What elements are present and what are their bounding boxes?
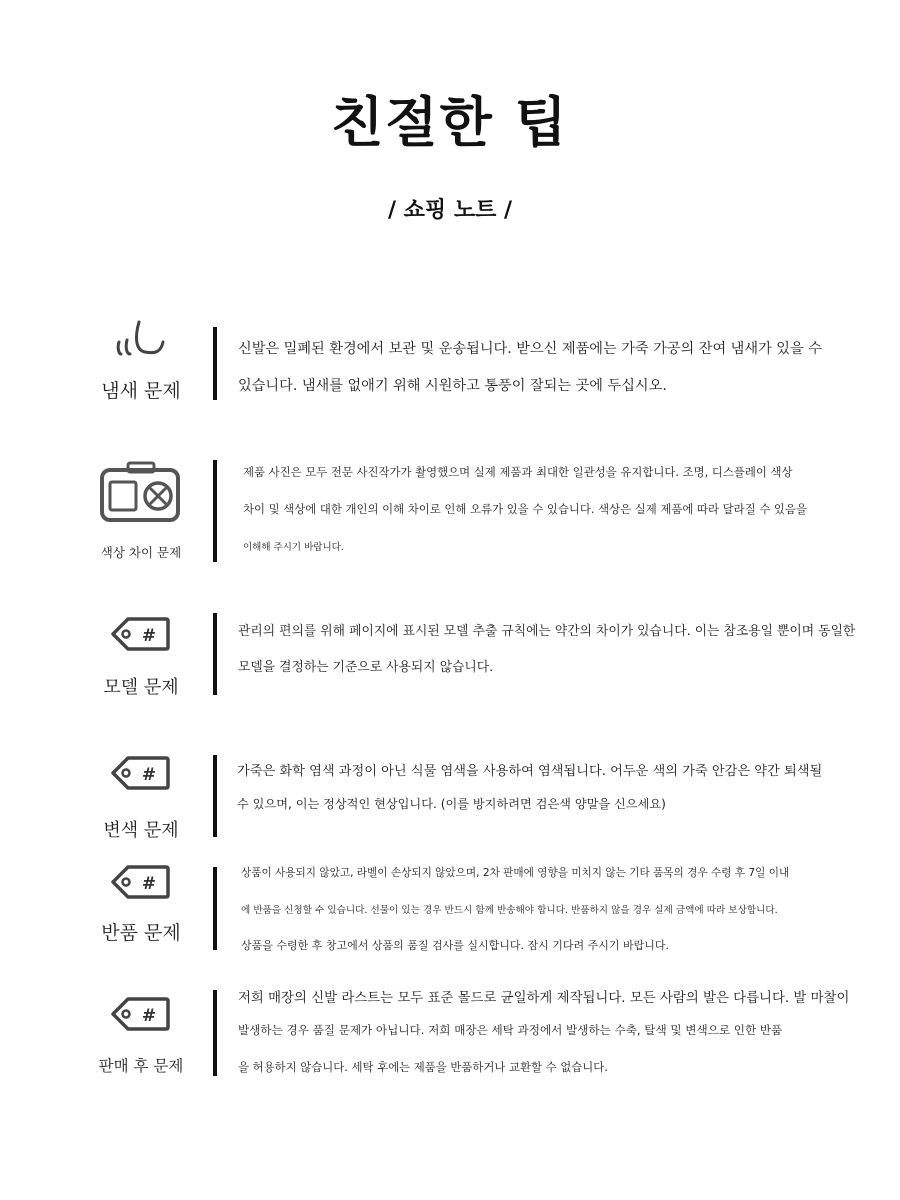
text-line: 저희 매장의 신발 라스트는 모두 표준 몰드로 균일하게 제작됩니다. 모든 사람의 발은 다릅니다. 발 마찰이	[238, 991, 850, 1006]
svg-text:#: #	[141, 626, 157, 646]
section-label: 변색 문제	[103, 820, 179, 841]
section-label: 색상 차이 문제	[100, 545, 182, 560]
text-line: 차이 및 색상에 대한 개인의 이해 차이로 인해 오류가 있을 수 있습니다. 색상은 실제 제품에 따라 달라질 수 있음을	[243, 502, 807, 516]
text-line: 발생하는 경우 품질 문제가 아닙니다. 저희 매장은 세탁 과정에서 발생하는 수축, 탈색 및 변색으로 인한 반품	[238, 1023, 783, 1037]
text-line: 모델을 결정하는 기준으로 사용되지 않습니다.	[238, 660, 494, 675]
text-line: 상품을 수령한 후 창고에서 상품의 품질 검사를 실시합니다. 잠시 기다려 주시기 바랍니다.	[241, 939, 669, 952]
section-label: 반품 문제	[101, 922, 181, 944]
svg-text:#: #	[141, 765, 157, 785]
text-line: 제품 사진은 모두 전문 사진작가가 촬영했으며 실제 제품과 최대한 일관성을 유지합니다. 조명, 디스플레이 색상	[243, 465, 793, 479]
tag-icon	[80, 753, 200, 793]
section-divider	[213, 755, 217, 837]
tag-icon	[80, 614, 200, 654]
text-line: 상품이 사용되지 않았고, 라벨이 손상되지 않았으며, 2차 판매에 영향을 미치지 않는 기타 품목의 경우 수령 후 7일 이내	[241, 867, 790, 879]
section-divider	[213, 990, 217, 1076]
section-divider	[213, 867, 217, 950]
text-line: 이해해 주시기 바랍니다.	[243, 542, 344, 553]
svg-text:#: #	[141, 1006, 157, 1026]
tag-icon	[80, 862, 200, 902]
page-title: 친절한 팁	[331, 91, 569, 154]
section-divider	[213, 460, 217, 562]
page-subtitle: / 쇼핑 노트 /	[387, 198, 513, 223]
tag-icon	[80, 994, 200, 1034]
svg-text:#: #	[141, 874, 157, 894]
text-line: 에 반품을 신청할 수 있습니다. 선물이 있는 경우 반드시 함께 반송해야 합니다. 반품하지 않을 경우 실제 금액에 따라 보상합니다.	[241, 905, 778, 916]
text-line: 관리의 편의를 위해 페이지에 표시된 모델 추출 규칙에는 약간의 차이가 있습니다. 이는 참조용일 뿐이며 동일한	[238, 624, 856, 639]
smell-icon	[80, 318, 200, 362]
section-label: 모델 문제	[103, 677, 179, 698]
section-label: 냄새 문제	[101, 380, 181, 402]
section-divider	[213, 327, 217, 400]
camera-icon	[80, 460, 200, 524]
text-line: 있습니다. 냄새를 없애기 위해 시원하고 통풍이 잘되는 곳에 두십시오.	[238, 378, 667, 394]
text-line: 가죽은 화학 염색 과정이 아닌 식물 염색을 사용하여 염색됩니다. 어두운 색의 가죽 안감은 약간 퇴색될	[237, 764, 823, 779]
text-line: 을 허용하지 않습니다. 세탁 후에는 제품을 반품하거나 교환할 수 없습니다.	[238, 1060, 608, 1074]
text-line: 신발은 밀폐된 환경에서 보관 및 운송됩니다. 받으신 제품에는 가죽 가공의 잔여 냄새가 있을 수	[238, 341, 822, 357]
section-label: 판매 후 문제	[98, 1057, 184, 1075]
section-divider	[213, 613, 217, 695]
text-line: 수 있으며, 이는 정상적인 현상입니다. (이를 방지하려면 검은색 양말을 신으세요)	[237, 797, 666, 811]
